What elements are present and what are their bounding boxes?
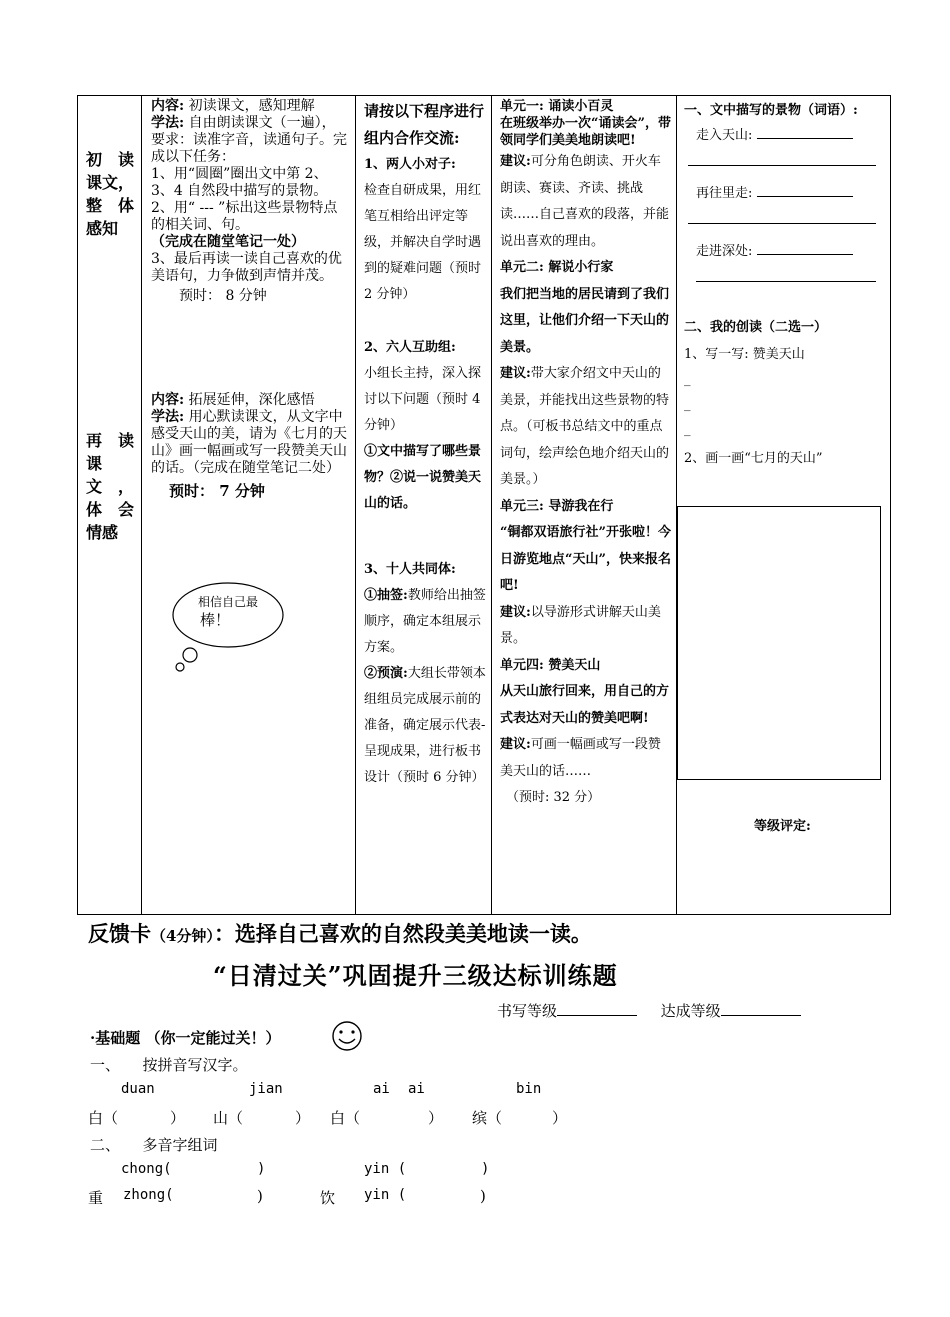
unit-2-desc: 我们把当地的居民请到了我们这里，让他们介绍一下天山的美景。 — [500, 286, 670, 355]
polyphone-row-2 — [88, 1187, 508, 1208]
task-3: 3、最后再读一读自己喜欢的优美语句，力争做到声情并茂。 — [151, 251, 342, 284]
task-2: 2、用“ --- ”标出这些景物特点的相关词、句。 — [151, 200, 338, 233]
label-line: 文 ， — [86, 477, 135, 496]
ten-group-title: 3、十人共同体: — [364, 562, 456, 577]
table-divider — [676, 96, 677, 914]
unit-3-title: 单元三: 导游我在行 — [500, 498, 614, 514]
write-line[interactable]: _ — [684, 372, 691, 387]
unit-4-title: 单元四: 赞美天山 — [500, 657, 601, 673]
write-grade-label: 书写等级 — [497, 1002, 558, 1020]
pinyin: zhong( — [123, 1187, 174, 1203]
pinyin: yin ( — [364, 1187, 407, 1203]
label-line: 情感 — [86, 523, 119, 542]
paren-close: ) — [257, 1161, 266, 1177]
reach-grade-label: 达成等级 — [660, 1002, 721, 1020]
unit-4-suggestion: 可画一幅画或写一段赞美天山的话…… — [500, 737, 661, 779]
write-grade-blank[interactable] — [557, 1001, 637, 1016]
pinyin: bin — [516, 1081, 542, 1097]
time-estimate: 预时： 7 分钟 — [169, 482, 265, 500]
exam-title: “日清过关”巩固提升三级达标训练题 — [213, 961, 618, 990]
draw-text: 教师给出抽签顺序，确定本组展示方案。 — [364, 588, 486, 655]
table-divider — [491, 96, 492, 914]
drawing-box[interactable] — [677, 506, 881, 780]
answer-blank[interactable] — [696, 261, 876, 282]
scenery-heading: 一、文中描写的景物（词语）: — [684, 103, 858, 118]
six-group-title: 2、六人互助组: — [364, 340, 456, 355]
answer-blank[interactable] — [688, 145, 876, 166]
unit-3-desc: “铜都双语旅行社”开张啦！今日游览地点“天山”，快来报名吧! — [500, 525, 671, 593]
six-group-text: 小组长主持，深入探讨以下问题（预时 4 分钟） — [364, 366, 482, 433]
content-text: 拓展延伸，深化感悟 — [188, 392, 315, 408]
write-line[interactable]: _ — [684, 422, 691, 437]
paren-close: ) — [257, 1187, 263, 1205]
scenery-row-label: 再往里走: — [696, 186, 753, 201]
time-estimate: （预时: 32 分） — [506, 790, 601, 805]
pinyin: ai — [408, 1081, 425, 1097]
pinyin: duan — [121, 1081, 155, 1097]
feedback-label: 反馈卡 — [88, 921, 151, 946]
pinyin-row — [121, 1081, 542, 1097]
table-divider — [355, 96, 356, 914]
label-line: 感知 — [86, 219, 119, 238]
bubble-text — [198, 593, 288, 629]
suggestion-label: 建议: — [500, 604, 531, 620]
basic-heading: ·基础题 （你一定能过关！） — [90, 1029, 281, 1047]
method-label: 学法: — [151, 409, 185, 425]
pinyin: yin ( — [364, 1161, 407, 1177]
option-draw: 2、画一画“七月的天山” — [684, 451, 823, 466]
paren-close: ) — [480, 1187, 486, 1205]
write-line[interactable]: _ — [684, 397, 691, 412]
procedure-heading: 请按以下程序进行组内合作交流: — [364, 102, 485, 147]
pair-title: 1、两人小对子: — [364, 157, 456, 172]
first-reading-instructions — [151, 98, 349, 305]
worksheet-answers — [684, 101, 884, 468]
content-label: 内容: — [151, 98, 185, 114]
grade-fields — [497, 1000, 801, 1021]
feedback-text: ：选择自己喜欢的自然段美美地读一读。 — [213, 921, 592, 946]
rehearse-text: 大组长带领本组组员完成展示前的准备，确定展示代表-呈现成果，进行板书设计（预时 6 分钟） — [364, 666, 486, 785]
unit-1-title: 单元一: 诵读小百灵 — [500, 99, 614, 114]
feedback-card — [88, 918, 592, 948]
answer-blank[interactable] — [688, 203, 876, 224]
task-1: 1、用“圆圈”圈出文中第 2、3、4 自然段中描写的景物。 — [151, 166, 328, 199]
char-open: 白（ — [88, 1109, 119, 1127]
method-text: 用心默读课文，从文字中感受天山的美，请为《七月的天山》画一幅画或写一段赞美天山的话。（完成在随堂笔记二处） — [151, 409, 347, 476]
smiley-icon — [330, 1020, 364, 1052]
char-close: ） — [170, 1109, 186, 1127]
answer-blank[interactable] — [757, 196, 853, 197]
character-row — [88, 1107, 588, 1128]
pair-text: 检查自研成果，用红笔互相给出评定等级，并解决自学时遇到的疑难问题（预时 2 分钟） — [364, 183, 482, 302]
suggestion-label: 建议: — [500, 737, 531, 752]
six-group-question: ①文中描写了哪些景物？②说一说赞美天山的话。 — [364, 444, 482, 511]
unit-3-suggestion: 以导游形式讲解天山美景。 — [500, 604, 661, 646]
suggestion-label: 建议: — [500, 366, 531, 381]
creative-heading: 二、我的创读（二选一） — [684, 320, 828, 335]
answer-blank[interactable] — [757, 138, 853, 139]
rehearse-label: ②预演: — [364, 666, 408, 681]
suggestion-label: 建议: — [500, 154, 531, 169]
scenery-row-label: 走入天山: — [696, 128, 753, 143]
option-write: 1、写一写: 赞美天山 — [684, 347, 805, 362]
char-close: ） — [428, 1109, 444, 1127]
scenery-row-label: 走进深处: — [696, 244, 753, 259]
feedback-time: （4分钟） — [151, 927, 214, 945]
group-procedure — [364, 98, 486, 791]
label-line: 再 读 — [86, 431, 135, 450]
unit-2-suggestion: 带大家介绍文中天山的美景，并能找出这些景物的特点。（可板书总结文中的重点词句，绘声绘色地介绍天山的美景。） — [500, 366, 670, 487]
label-line: 课 — [86, 454, 103, 473]
answer-blank[interactable] — [757, 254, 853, 255]
method-label: 学法: — [151, 115, 185, 131]
activity-units — [500, 98, 672, 812]
label-line: 初 读 — [86, 150, 135, 169]
paren-close: ) — [481, 1161, 490, 1177]
pinyin: jian — [249, 1081, 283, 1097]
time-estimate: 预时： 8 分钟 — [179, 288, 267, 304]
label-line: 整 体 — [86, 196, 135, 215]
char-open: 山（ — [213, 1109, 244, 1127]
polyphone-row-1 — [121, 1161, 521, 1177]
char-close: ） — [552, 1109, 568, 1127]
bubble-line: 相信自己最 — [198, 595, 259, 609]
lesson-table — [77, 95, 891, 915]
grade-label: 等级评定: — [754, 819, 811, 834]
draw-label: ①抽签: — [364, 588, 408, 603]
unit-1-suggestion: 可分角色朗读、开火车朗读、赛读、齐读、挑战读……自己喜欢的段落，并能说出喜欢的理由。 — [500, 154, 670, 249]
content-label: 内容: — [151, 392, 185, 408]
method-text: 自由朗读课文（一遍），要求：读准字音，读通句子。完成以下任务： — [151, 115, 347, 165]
content-text: 初读课文，感知理解 — [188, 98, 315, 114]
pinyin: chong( — [121, 1161, 172, 1177]
table-divider — [141, 96, 142, 914]
polyphone-char: 饮 — [320, 1189, 336, 1207]
char-open: 缤（ — [472, 1109, 503, 1127]
note: （完成在随堂笔记一处） — [151, 234, 305, 250]
section-first-reading — [86, 148, 138, 240]
pinyin: ai — [373, 1081, 390, 1097]
section-second-reading — [86, 429, 138, 544]
char-close: ） — [295, 1109, 311, 1127]
unit-2-title: 单元二: 解说小行家 — [500, 260, 614, 275]
label-line: 体 会 — [86, 500, 135, 519]
char-open: 白（ — [330, 1109, 361, 1127]
unit-1-desc: 在班级举办一次“诵读会”，带领同学们美美地朗读吧! — [500, 116, 671, 148]
polyphone-char: 重 — [88, 1189, 104, 1207]
bubble-line: 棒！ — [200, 611, 231, 629]
label-line: 课文， — [86, 173, 135, 192]
second-reading-instructions — [151, 392, 349, 500]
question-2: 二、 多音字组词 — [90, 1136, 218, 1154]
unit-4-desc: 从天山旅行回来，用自己的方式表达对天山的赞美吧啊! — [500, 684, 670, 726]
question-1: 一、 按拼音写汉字。 — [90, 1056, 248, 1074]
reach-grade-blank[interactable] — [721, 1001, 801, 1016]
